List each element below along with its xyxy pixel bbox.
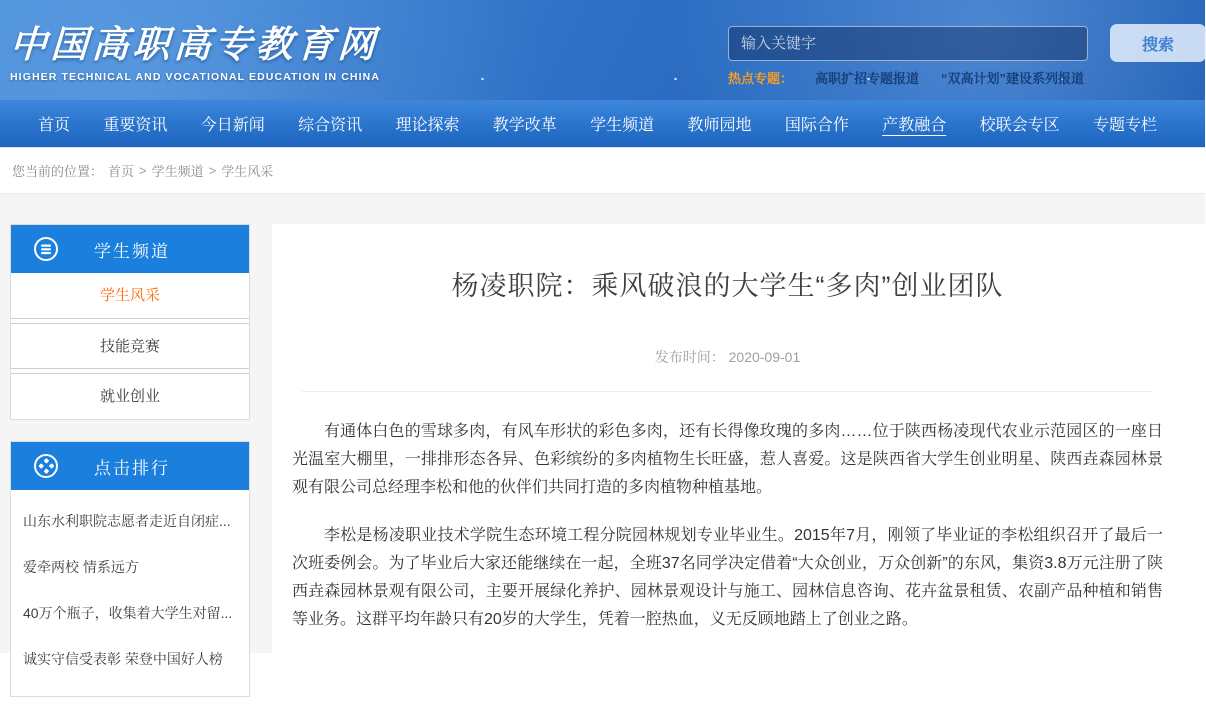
click-ranking-header	[11, 442, 249, 490]
nav-item-important-news[interactable]: 重要资讯	[103, 117, 168, 134]
breadcrumb-label: 您当前的位置：	[12, 164, 104, 179]
nav-item-teacher-garden[interactable]: 教师园地	[687, 117, 752, 134]
content-area	[0, 194, 1205, 667]
student-channel-menu	[11, 273, 249, 419]
site-header	[0, 0, 1205, 100]
nav-item-student-channel[interactable]: 学生频道	[590, 117, 655, 134]
nav-item-home[interactable]: 首页	[38, 117, 71, 134]
sidebar	[10, 224, 250, 718]
hot-topic-link-expansion[interactable]: 高职扩招专题报道	[815, 71, 920, 86]
search-input[interactable]	[728, 26, 1088, 61]
article-body	[292, 418, 1163, 634]
search-button[interactable]: 搜索	[1110, 24, 1206, 62]
breadcrumb	[0, 148, 1205, 194]
click-ranking-title: 点击排行	[94, 458, 170, 478]
site-logo[interactable]	[10, 14, 380, 83]
main-nav	[0, 100, 1205, 148]
student-channel-header	[11, 225, 249, 273]
nav-item-today-news[interactable]: 今日新闻	[200, 117, 265, 134]
nav-item-international-cooperation[interactable]: 国际合作	[784, 117, 849, 134]
sidebar-item-skill-competition[interactable]: 技能竞赛	[11, 323, 249, 369]
nav-item-theory-exploration[interactable]: 理论探索	[395, 117, 460, 134]
sidebar-item-employment-entrepreneurship[interactable]: 就业创业	[11, 373, 249, 419]
article-divider	[302, 391, 1153, 392]
article-title: 杨凌职院：乘风破浪的大学生“多肉”创业团队	[451, 271, 1004, 301]
breadcrumb-separator: >	[208, 163, 217, 178]
hot-topics-row	[728, 68, 1084, 87]
breadcrumb-link-student-channel[interactable]: 学生频道	[151, 164, 204, 179]
hot-topics-label: 热点专题：	[728, 71, 794, 86]
student-channel-title: 学生频道	[94, 241, 170, 261]
grid-circle-icon	[33, 453, 59, 479]
nav-item-comprehensive-news[interactable]: 综合资讯	[298, 117, 363, 134]
article-publish-meta	[292, 347, 1163, 367]
nav-item-school-association-zone[interactable]: 校联会专区	[979, 117, 1060, 134]
breadcrumb-separator: >	[139, 163, 147, 178]
breadcrumb-link-home[interactable]: 首页	[108, 164, 135, 179]
nav-item-special-columns[interactable]: 专题专栏	[1092, 117, 1157, 134]
search-bar	[728, 26, 1088, 61]
hot-topic-link-double-high-plan[interactable]: “双高计划”建设系列报道	[941, 71, 1085, 86]
article-panel	[272, 224, 1205, 693]
article-paragraph: 有通体白色的雪球多肉，有风车形状的彩色多肉，还有长得像玫瑰的多肉……位于陕西杨凌现代农业示范园区的一座日光温室大棚里，一排排形态各异、色彩缤纷的多肉植物生长旺盛，惹人喜爱。这是陕西省大学生创业明星、陕西垚森园林景观有限公司总经理李松和他的伙伴们共同打造的多肉植物种植基地。	[292, 423, 1163, 496]
ranking-item[interactable]: 40万个瓶子，收集着大学生对留...	[23, 605, 233, 621]
publish-time-label: 发布时间：	[654, 349, 725, 365]
sidebar-item-student-style[interactable]: 学生风采	[11, 273, 249, 319]
publish-time-value: 2020-09-01	[728, 349, 801, 365]
nav-item-industry-education-integration[interactable]: 产教融合	[882, 117, 947, 134]
ranking-item[interactable]: 诚实守信受表彰 荣登中国好人榜	[23, 651, 223, 667]
nav-item-teaching-reform[interactable]: 教学改革	[492, 117, 557, 134]
site-logo-subtitle: HIGHER TECHNICAL AND VOCATIONAL EDUCATION IN CHINA	[10, 71, 380, 83]
student-channel-box	[10, 224, 250, 420]
click-ranking-list	[11, 490, 249, 696]
ranking-item[interactable]: 爱牵两校 情系远方	[23, 559, 139, 575]
article-paragraph: 李松是杨凌职业技术学院生态环境工程分院园林规划专业毕业生。2015年7月，刚领了毕业证的李松组织召开了最后一次班委例会。为了毕业后大家还能继续在一起，全班37名同学决定借着“大众创业，万众创新”的东风，集资3.8万元注册了陕西垚森园林景观有限公司，主要开展绿化养护、园林景观设计与施工、园林信息咨询、花卉盆景租赁、农副产品种植和销售等业务。这群平均年龄只有20岁的大学生，凭着一腔热血，义无反顾地踏上了创业之路。	[292, 527, 1163, 628]
ranking-item[interactable]: 山东水利职院志愿者走近自闭症...	[23, 513, 231, 529]
click-ranking-box	[10, 441, 250, 697]
breadcrumb-link-student-style[interactable]: 学生风采	[221, 164, 274, 179]
menu-circle-icon	[33, 236, 59, 262]
site-logo-title: 中国高职高专教育网	[8, 24, 380, 65]
